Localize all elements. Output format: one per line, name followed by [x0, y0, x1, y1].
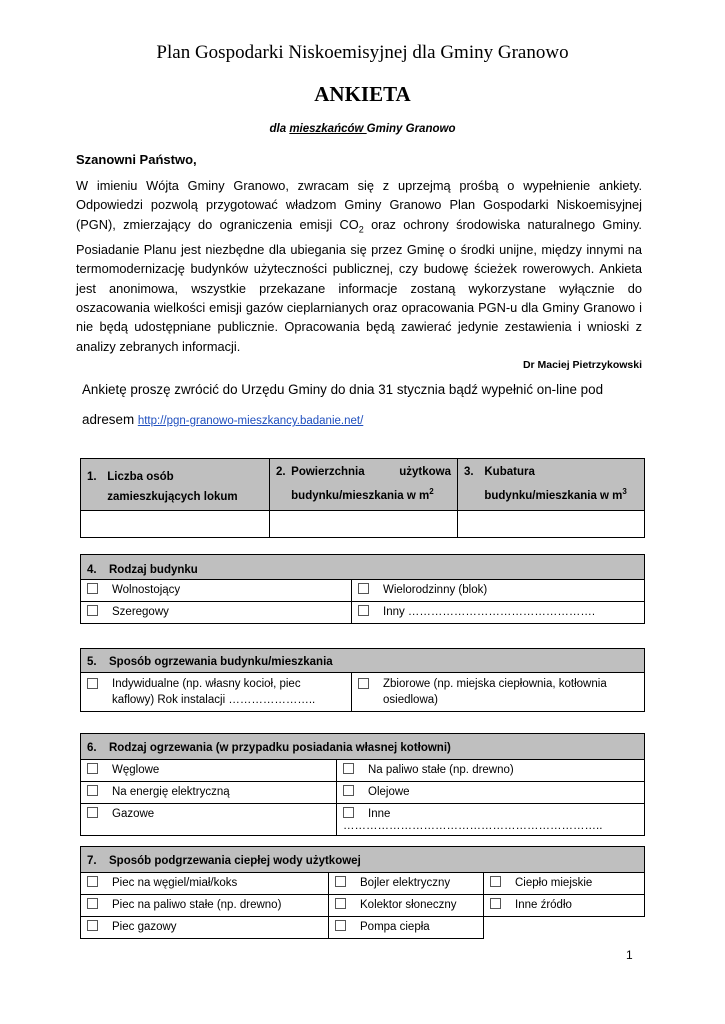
return-info-address-label: adresem [82, 412, 138, 427]
q6-option-5[interactable] [81, 804, 337, 836]
q1-answer-field[interactable] [81, 511, 270, 538]
checkbox[interactable] [335, 898, 346, 909]
checkbox[interactable] [87, 920, 98, 931]
q3-label-text: Kubatura budynku/mieszkania w m [484, 466, 623, 502]
q2-number: 2. [276, 466, 286, 478]
q7-option-3[interactable] [484, 873, 645, 895]
q6-option-6[interactable] [337, 804, 645, 836]
checkbox[interactable] [87, 583, 98, 594]
option-label: Na paliwo stałe (np. drewno) [368, 764, 514, 776]
q3-sup: 3 [622, 487, 627, 496]
checkbox[interactable] [87, 785, 98, 796]
checkbox[interactable] [335, 876, 346, 887]
q7-option-5[interactable] [329, 895, 484, 917]
subtitle-suffix: Gminy Granowo [366, 123, 456, 135]
q5-option-2[interactable] [352, 673, 645, 712]
q7-option-1[interactable] [81, 873, 329, 895]
q3-number: 3. [464, 466, 474, 478]
checkbox[interactable] [87, 763, 98, 774]
subtitle [0, 123, 725, 135]
q3-answer-field[interactable] [458, 511, 645, 538]
checkbox[interactable] [358, 678, 369, 689]
checkbox[interactable] [358, 583, 369, 594]
option-label: Węglowe [112, 764, 160, 776]
q4-number: 4. [87, 564, 97, 576]
q6-header [81, 734, 645, 760]
q5-title: Sposób ogrzewania budynku/mieszkania [109, 656, 333, 668]
option-label: Inne źródło [515, 899, 572, 911]
q4-title: Rodzaj budynku [109, 564, 198, 576]
survey-link[interactable]: http://pgn-granowo-mieszkancy.badanie.net/ [137, 415, 364, 427]
q4-option-1[interactable] [81, 580, 352, 602]
q5-number: 5. [87, 656, 97, 668]
option-label: Piec gazowy [112, 921, 177, 933]
q6-title: Rodzaj ogrzewania (w przypadku posiadania własnej kotłowni) [109, 742, 451, 754]
q3-label [484, 462, 638, 506]
page-title: ANKIETA [314, 82, 411, 106]
q4-option-2[interactable] [352, 580, 645, 602]
intro-paragraph [76, 176, 642, 356]
q7-option-2[interactable] [329, 873, 484, 895]
intro-text-part1: W imieniu Wójta Gminy Granowo, zwracam się z uprzejmą prośbą o wypełnienie ankiety. Odpowiedzi pozwolą przygotować władzom Gminy Granowo Plan Gospodarki Niskoemisyjnej (PGN), zmierzający do ograniczenia emisji CO [76, 178, 642, 232]
q7-header [81, 847, 645, 873]
q4-option-3[interactable] [81, 602, 352, 624]
option-label: Indywidualne (np. własny kocioł, piec kaflowy) Rok instalacji ………………….. [112, 678, 316, 706]
option-label: Olejowe [368, 786, 410, 798]
checkbox[interactable] [490, 876, 501, 887]
option-label: Inne ………………………………………………………….. [343, 808, 603, 832]
intro-text-part2: oraz ochrony środowiska naturalnego Gminy. Posiadanie Planu jest niezbędne dla ubiegania się przez Gminę o środki unijne, między innymi na termomodernizację budynków użyteczności publicznej, czy budowę ścieżek rowerowych. Ankieta jest anonimowa, wszystkie przekazane informacje zostaną wykorzystane wyłącznie do oszacowania wielkości emisji gazów cieplarnianych oraz opracowania PGN-u dla Gminy Granowo i nie będą udostępniane publicznie. Opracowania będą zawierać jedynie zestawienia i wnioski z analizy zebranych informacji. [76, 216, 642, 354]
checkbox[interactable] [343, 807, 354, 818]
option-label: Ciepło miejskie [515, 877, 593, 889]
q1-label: Liczba osób zamieszkujących lokum [107, 471, 238, 503]
checkbox[interactable] [358, 605, 369, 616]
checkbox[interactable] [335, 920, 346, 931]
return-info-line2 [82, 405, 662, 436]
option-label: Na energię elektryczną [112, 786, 230, 798]
option-label: Szeregowy [112, 606, 169, 618]
table-q1-q3 [80, 458, 645, 538]
option-label: Piec na paliwo stałe (np. drewno) [112, 899, 282, 911]
page-number: 1 [626, 948, 633, 962]
q6-option-1[interactable] [81, 760, 337, 782]
option-label: Pompa ciepła [360, 921, 430, 933]
subtitle-underlined: mieszkańców [289, 123, 367, 135]
greeting: Szanowni Państwo, [76, 152, 197, 167]
q7-title: Sposób podgrzewania ciepłej wody użytkowej [109, 855, 361, 867]
option-label: Kolektor słoneczny [360, 899, 457, 911]
q4-option-4[interactable] [352, 602, 645, 624]
q6-option-4[interactable] [337, 782, 645, 804]
return-info-line1: Ankietę proszę zwrócić do Urzędu Gminy do dnia 31 stycznia bądź wypełnić on-line pod [82, 382, 604, 397]
table-q6 [80, 733, 645, 836]
checkbox[interactable] [87, 678, 98, 689]
subtitle-prefix: dla [269, 123, 290, 135]
option-label: Wielorodzinny (blok) [383, 584, 488, 596]
q1-number: 1. [87, 471, 97, 483]
q5-option-1[interactable] [81, 673, 352, 712]
q7-number: 7. [87, 855, 97, 867]
q2-label [291, 462, 451, 506]
q6-number: 6. [87, 742, 97, 754]
q6-option-2[interactable] [337, 760, 645, 782]
checkbox[interactable] [343, 763, 354, 774]
q2-answer-field[interactable] [270, 511, 458, 538]
checkbox[interactable] [87, 876, 98, 887]
document-header-title: Plan Gospodarki Niskoemisyjnej dla Gminy Granowo [156, 42, 569, 63]
return-info [82, 375, 662, 436]
q4-header [81, 555, 645, 580]
q6-option-3[interactable] [81, 782, 337, 804]
q2-label-text: Powierzchnia użytkowa budynku/mieszkania w m [291, 466, 451, 502]
q1-header [81, 459, 270, 511]
q7-empty-cell [484, 917, 645, 939]
co2-subscript: 2 [358, 224, 364, 235]
checkbox[interactable] [87, 807, 98, 818]
q7-option-4[interactable] [81, 895, 329, 917]
option-label: Bojler elektryczny [360, 877, 451, 889]
q2-sup: 2 [429, 487, 434, 496]
q3-header [458, 459, 645, 511]
signature: Dr Maciej Pietrzykowski [522, 359, 642, 371]
q5-header [81, 649, 645, 673]
option-label: Wolnostojący [112, 584, 181, 596]
table-q7 [80, 846, 645, 939]
checkbox[interactable] [343, 785, 354, 796]
q7-option-6[interactable] [484, 895, 645, 917]
table-q4 [80, 554, 645, 624]
checkbox[interactable] [87, 605, 98, 616]
option-label: Zbiorowe (np. miejska ciepłownia, kotłownia osiedlowa) [383, 678, 607, 706]
checkbox[interactable] [490, 898, 501, 909]
checkbox[interactable] [87, 898, 98, 909]
q2-header [270, 459, 458, 511]
q7-option-8[interactable] [329, 917, 484, 939]
option-label: Piec na węgiel/miał/koks [112, 877, 238, 889]
option-label: Gazowe [112, 808, 155, 820]
option-label: Inny …………………………………………. [383, 606, 596, 618]
table-q5 [80, 648, 645, 712]
q7-option-7[interactable] [81, 917, 329, 939]
